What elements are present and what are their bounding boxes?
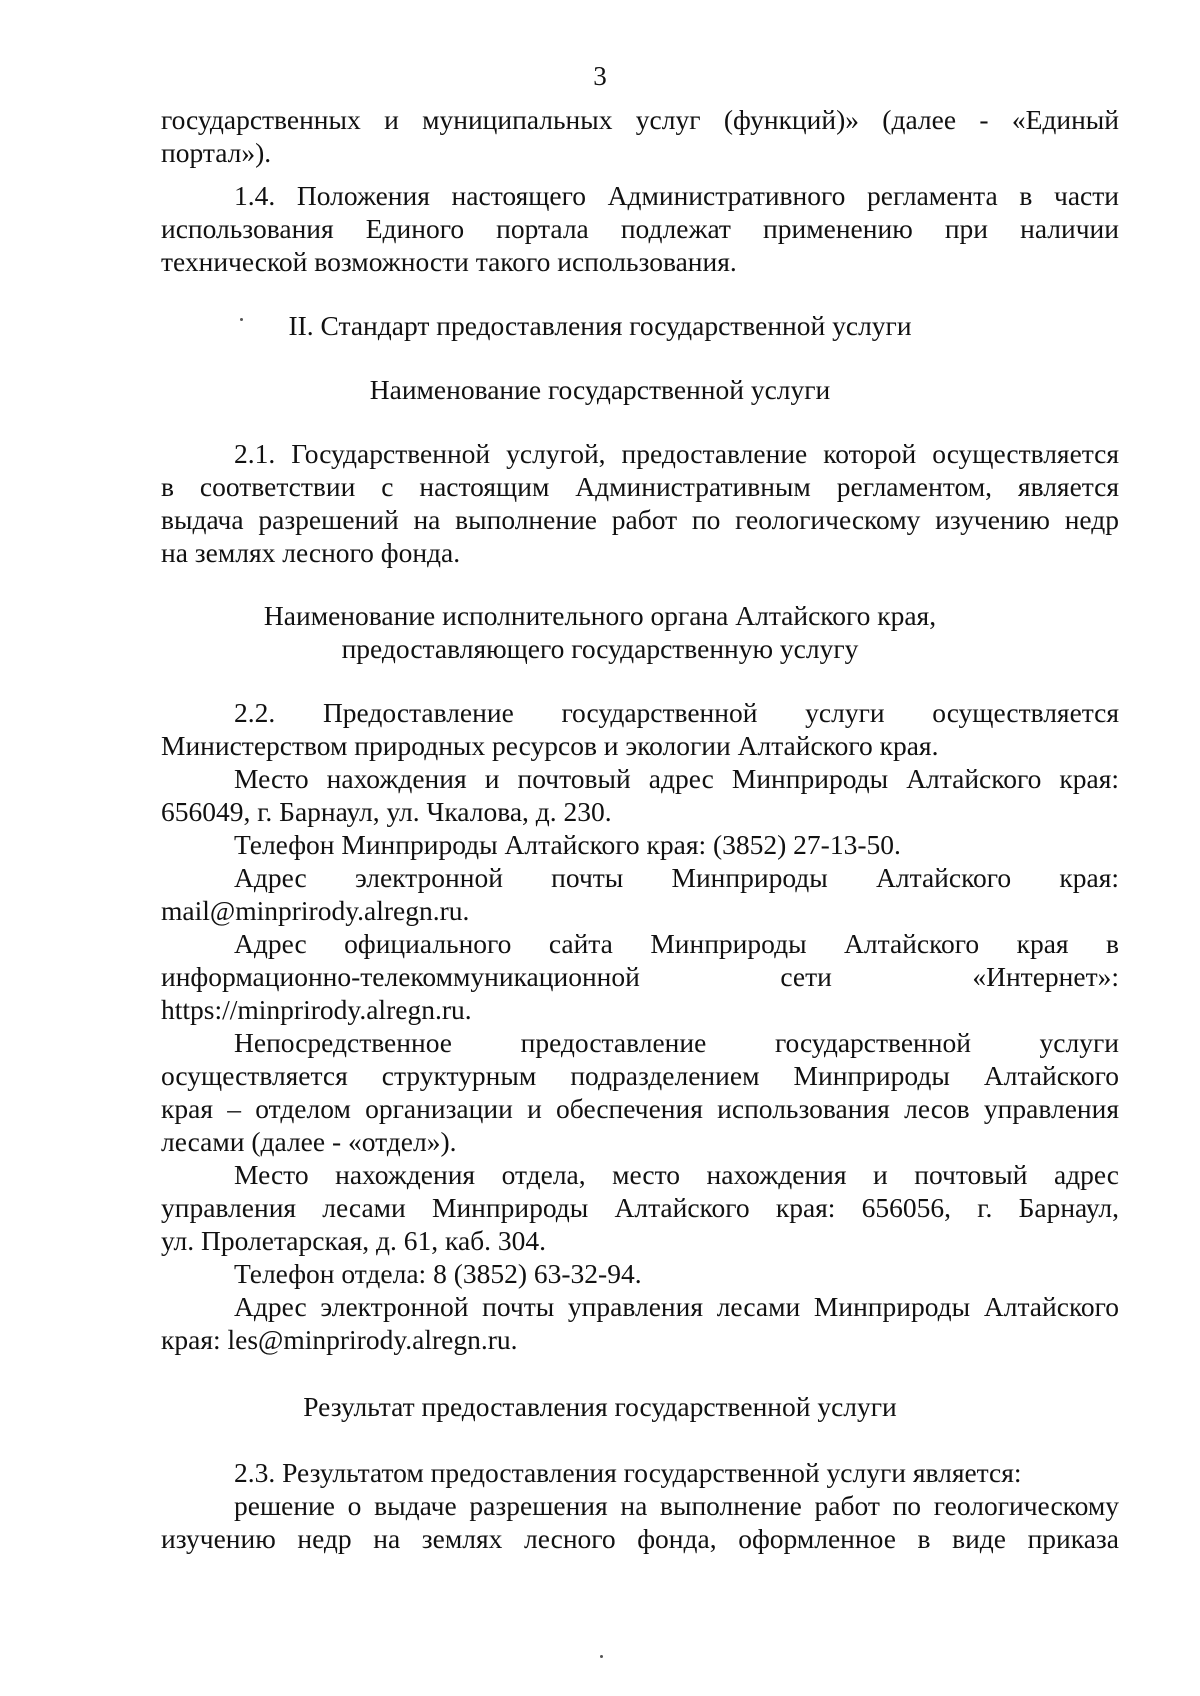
body-text-line: выдача разрешений на выполнение работ по геологическому изучению недр (161, 504, 1119, 535)
body-text-line: технической возможности такого использования. (161, 246, 737, 277)
body-text-line: лесами (далее - «отдел»). (161, 1126, 457, 1157)
body-text-line: управления лесами Минприроды Алтайского края: 656056, г. Барнаул, (161, 1192, 1119, 1223)
body-text-line: осуществляется структурным подразделением Минприроды Алтайского (161, 1060, 1119, 1091)
body-text-line: края: les@minprirody.alregn.ru. (161, 1324, 518, 1355)
body-text-line: Адрес электронной почты Минприроды Алтайского края: (234, 862, 1119, 893)
body-text-line: Министерством природных ресурсов и экологии Алтайского края. (161, 730, 939, 761)
body-text-line: Телефон Минприроды Алтайского края: (3852) 27-13-50. (234, 829, 901, 860)
page-number: 3 (593, 61, 607, 91)
body-text-line: Телефон отдела: 8 (3852) 63-32-94. (234, 1258, 642, 1289)
subsection-heading: Результат предоставления государственной услуги (303, 1391, 897, 1422)
body-text-line: Место нахождения и почтовый адрес Минприроды Алтайского края: (234, 763, 1119, 794)
subsection-heading: предоставляющего государственную услугу (341, 633, 859, 664)
body-text-line: https://minprirody.alregn.ru. (161, 994, 472, 1025)
subsection-heading: Наименование исполнительного органа Алтайского края, (263, 600, 937, 631)
body-text-line: края – отделом организации и обеспечения использования лесов управления (161, 1093, 1119, 1124)
body-text-line: Адрес электронной почты управления лесами Минприроды Алтайского (234, 1291, 1119, 1322)
section-heading: II. Стандарт предоставления государственной услуги (288, 310, 912, 341)
body-text-line: решение о выдаче разрешения на выполнение работ по геологическому (234, 1490, 1119, 1521)
subsection-heading: Наименование государственной услуги (369, 374, 831, 405)
body-text-line: портал»). (161, 137, 272, 168)
body-text-line: в соответствии с настоящим Административным регламентом, является (161, 471, 1119, 502)
body-text-line: информационно-телекоммуникационной сети «Интернет»: (161, 961, 1119, 992)
body-text-line: 656049, г. Барнаул, ул. Чкалова, д. 230. (161, 796, 612, 827)
body-text-line: 1.4. Положения настоящего Административного регламента в части (234, 180, 1119, 211)
body-text-line: 2.1. Государственной услугой, предоставление которой осуществляется (234, 438, 1119, 469)
scan-speck (240, 318, 243, 321)
scan-speck (600, 1655, 603, 1658)
body-text-line: 2.2. Предоставление государственной услуги осуществляется (234, 697, 1119, 728)
body-text-line: Адрес официального сайта Минприроды Алтайского края в (234, 928, 1119, 959)
body-text-line: государственных и муниципальных услуг (функций)» (далее - «Единый (161, 104, 1119, 135)
body-text-line: mail@minprirody.alregn.ru. (161, 895, 470, 926)
body-text-line: использования Единого портала подлежат применению при наличии (161, 213, 1119, 244)
body-text-line: 2.3. Результатом предоставления государственной услуги является: (234, 1457, 1022, 1488)
body-text-line: Место нахождения отдела, место нахождения и почтовый адрес (234, 1159, 1119, 1190)
body-text-line: на землях лесного фонда. (161, 537, 461, 568)
body-text-line: Непосредственное предоставление государственной услуги (234, 1027, 1119, 1058)
body-text-line: изучению недр на землях лесного фонда, оформленное в виде приказа (161, 1523, 1119, 1554)
body-text-line: ул. Пролетарская, д. 61, каб. 304. (161, 1225, 547, 1256)
